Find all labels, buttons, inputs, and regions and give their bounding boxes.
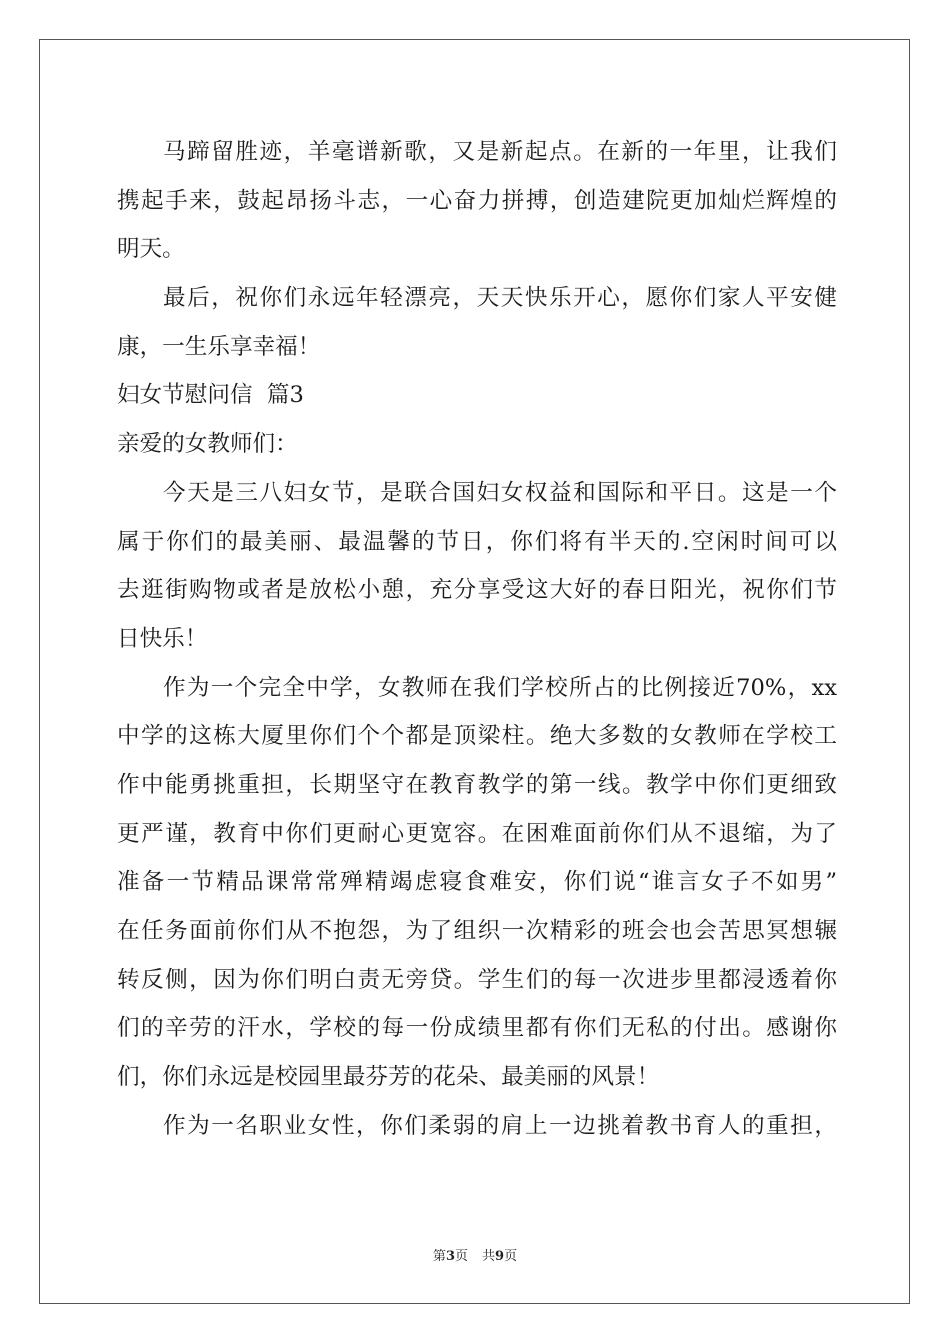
paragraph-4-line-6: 在任务面前你们从不抱怨，为了组织一次精彩的班会也会苦思冥想辗 [117,918,837,944]
page-total: 9 [495,1249,505,1264]
paragraph-4-line-4: 更严谨，教育中你们更耐心更宽容。在困难面前你们从不退缩，为了 [117,820,837,847]
paragraph-3-line-3: 去逛街购物或者是放松小憩，充分享受这大好的春日阳光，祝你们节 [117,577,837,604]
paragraph-3-line-4: 日快乐！ [117,625,208,652]
paragraph-4-line-9: 们，你们永远是校园里最芬芳的花朵、最美丽的风景！ [117,1064,660,1091]
page-prefix: 第 [432,1249,446,1264]
paragraph-4-line-2: 中学的这栋大厦里你们个个都是顶梁柱。绝大多数的女教师在学校工 [117,723,837,750]
document-body [117,128,837,1150]
paragraph-2-line-2: 康，一生乐享幸福！ [117,333,321,360]
total-suffix: 页 [504,1249,518,1264]
paragraph-2-line-1: 最后，祝你们永远年轻漂亮，天天快乐开心，愿你们家人平安健 [163,285,837,312]
paragraph-3-line-2: 属于你们的最美丽、最温馨的节日，你们将有半天的.空闲时间可以 [117,528,837,555]
paragraph-4-line-1: 作为一个完全中学，女教师在我们学校所占的比例接近70%，xx [163,674,837,701]
paragraph-1-line-3: 明天。 [117,236,185,263]
paragraph-4-line-7: 转反侧，因为你们明白责无旁贷。学生们的每一次进步里都浸透着你 [117,966,837,993]
paragraph-4-line-8: 们的辛劳的汗水，学校的每一份成绩里都有你们无私的付出。感谢你 [117,1015,837,1042]
paragraph-3-line-1: 今天是三八妇女节，是联合国妇女权益和国际和平日。这是一个 [163,479,837,506]
paragraph-1-line-1: 马蹄留胜迹，羊毫谱新歌，又是新起点。在新的一年里，让我们 [163,139,837,165]
paragraph-5-line-1: 作为一名职业女性，你们柔弱的肩上一边挑着教书育人的重担， [163,1112,837,1139]
page-current: 3 [445,1249,455,1264]
page-suffix: 页 [454,1249,468,1264]
total-prefix: 共 [482,1249,496,1264]
salutation: 亲爱的女教师们： [117,431,298,458]
paragraph-1-line-2: 携起手来，鼓起昂扬斗志，一心奋力拼搏，创造建院更加灿烂辉煌的 [117,187,837,214]
paragraph-4-line-3: 作中能勇挑重担，长期坚守在教育教学的第一线。教学中你们更细致 [117,771,837,798]
section-heading: 妇女节慰问信 篇3 [117,382,304,409]
paragraph-4-line-5: 准备一节精品课常常殚精竭虑寝食难安，你们说“谁言女子不如男” [117,869,837,896]
page-footer [0,1248,950,1266]
